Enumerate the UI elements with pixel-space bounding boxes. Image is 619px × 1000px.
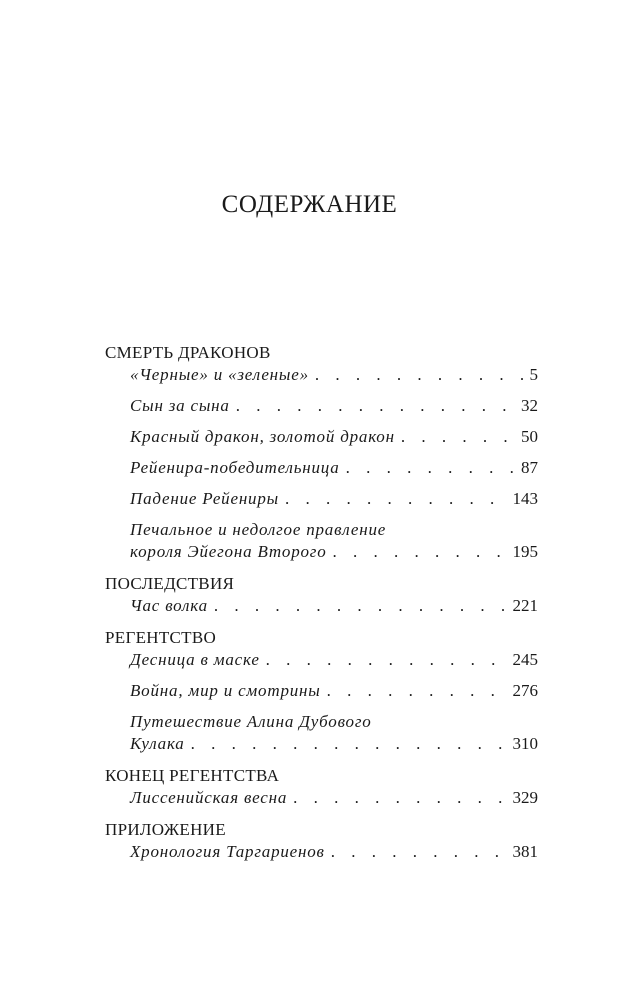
entry-title: Сын за сына bbox=[130, 396, 230, 415]
entry-title: короля Эйегона Второго bbox=[130, 542, 327, 561]
entry-title: Падение Рейениры bbox=[130, 489, 279, 508]
dot-leader bbox=[325, 841, 509, 863]
dot-leader bbox=[395, 426, 517, 448]
toc-entry[interactable] bbox=[130, 680, 538, 702]
toc-entry[interactable] bbox=[130, 711, 538, 755]
entry-title: Кулака bbox=[130, 734, 185, 753]
page-number: 50 bbox=[521, 427, 538, 446]
section-heading: СМЕРТЬ ДРАКОНОВ bbox=[105, 343, 271, 362]
entry-title-line1: Путешествие Алина Дубового bbox=[130, 712, 372, 731]
page-number: 276 bbox=[512, 681, 538, 700]
dot-leader bbox=[340, 457, 517, 479]
entry-title: «Черные» и «зеленые» bbox=[130, 365, 309, 384]
dot-leader bbox=[279, 488, 509, 510]
entry-title: Десница в маске bbox=[130, 650, 260, 669]
entry-title: Час волка bbox=[130, 596, 208, 615]
dot-leader bbox=[260, 649, 509, 671]
page-number: 32 bbox=[521, 396, 538, 415]
toc-entry[interactable] bbox=[130, 488, 538, 510]
page-number: 221 bbox=[512, 596, 538, 615]
toc-entry[interactable] bbox=[130, 519, 538, 563]
section-heading: ПОСЛЕДСТВИЯ bbox=[105, 574, 235, 593]
entry-title-line1: Печальное и недолгое правление bbox=[130, 520, 387, 539]
page-number: 195 bbox=[512, 542, 538, 561]
section-heading: ПРИЛОЖЕНИЕ bbox=[105, 820, 226, 839]
section-heading: КОНЕЦ РЕГЕНТСТВА bbox=[105, 766, 280, 785]
entry-title: Лиссенийская весна bbox=[130, 788, 288, 807]
dot-leader bbox=[287, 787, 508, 809]
table-of-contents bbox=[105, 342, 538, 863]
page-number: 329 bbox=[512, 788, 538, 807]
page-number: 310 bbox=[512, 734, 538, 753]
toc-entry[interactable] bbox=[130, 841, 538, 863]
toc-entry[interactable] bbox=[130, 426, 538, 448]
toc-entry[interactable] bbox=[130, 787, 538, 809]
page-number: 381 bbox=[512, 842, 538, 861]
page-number: 143 bbox=[512, 489, 538, 508]
entry-title: Красный дракон, золотой дракон bbox=[130, 427, 395, 446]
section-heading: РЕГЕНТСТВО bbox=[105, 628, 217, 647]
dot-leader bbox=[208, 595, 509, 617]
toc-entry[interactable] bbox=[130, 595, 538, 617]
page-number: 5 bbox=[529, 365, 538, 384]
entry-title: Хронология Таргариенов bbox=[130, 842, 325, 861]
dot-leader bbox=[230, 395, 517, 417]
page-title: СОДЕРЖАНИЕ bbox=[221, 191, 398, 218]
dot-leader bbox=[185, 733, 509, 755]
page-number: 87 bbox=[521, 458, 538, 477]
dot-leader bbox=[309, 364, 526, 386]
page-number: 245 bbox=[512, 650, 538, 669]
toc-entry[interactable] bbox=[130, 457, 538, 479]
entry-title: Война, мир и смотрины bbox=[130, 681, 321, 700]
toc-entry[interactable] bbox=[130, 649, 538, 671]
entry-title: Рейенира-победительница bbox=[130, 458, 340, 477]
toc-entry[interactable] bbox=[130, 364, 538, 386]
toc-entry[interactable] bbox=[130, 395, 538, 417]
dot-leader bbox=[321, 680, 509, 702]
dot-leader bbox=[327, 541, 509, 563]
